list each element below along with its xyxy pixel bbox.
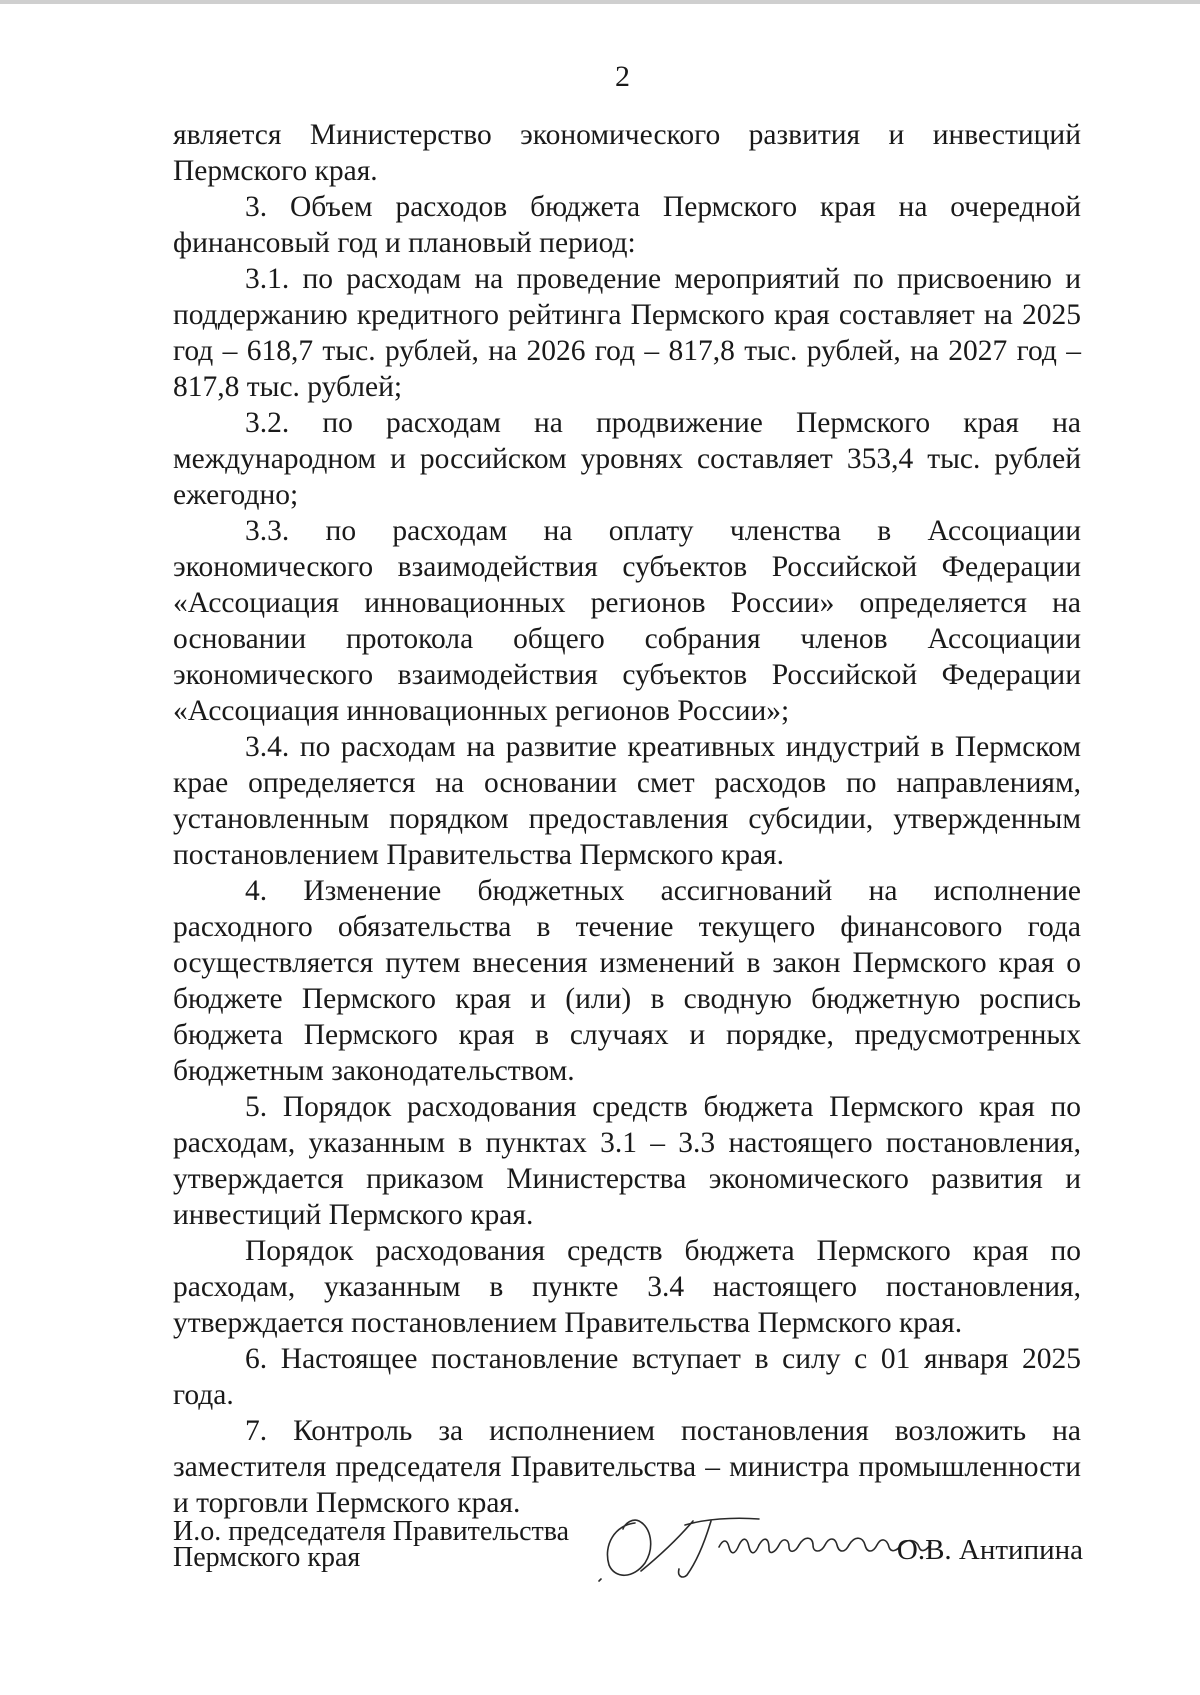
signatory-name: О.В. Антипина (896, 1534, 1083, 1566)
page-number: 2 (615, 60, 630, 93)
signatory-position-line1: И.о. председателя Правительства (173, 1516, 570, 1547)
paragraph-item-3-4: 3.4. по расходам на развитие креативных индустрий в Пермском крае определяется на основании смет расходов по направлениям, установленным порядком предоставления субсидии, утвержденным постановлением Правительства Пермского края. (173, 731, 1081, 871)
paragraph-item-5: 5. Порядок расходования средств бюджета Пермского края по расходам, указанным в пунктах 3.1 – 3.3 настоящего постановления, утверждается приказом Министерства экономического развития и инвестиций Пермского края. (173, 1091, 1081, 1231)
signatory-position-line2: Пермского края (173, 1542, 361, 1573)
paragraph-item-5-order: Порядок расходования средств бюджета Пермского края по расходам, указанным в пункте 3.4 настоящего постановления, утверждается постановлением Правительства Пермского края. (173, 1235, 1081, 1339)
signature-block (173, 1516, 1083, 1599)
paragraph-item-3-3: 3.3. по расходам на оплату членства в Ассоциации экономического взаимодействия субъектов Российской Федерации «Ассоциация инновационных регионов России» определяется на основании протокола общего собрания членов Ассоциации экономического взаимодействия субъектов Российской Федерации «Ассоциация инновационных регионов России»; (173, 515, 1081, 727)
paragraph-item-7: 7. Контроль за исполнением постановления возложить на заместителя председателя Правительства – министра промышленности и торговли Пермского края. (173, 1415, 1081, 1519)
signatory-position (173, 1516, 570, 1573)
paragraph-item-6: 6. Настоящее постановление вступает в силу с 01 января 2025 года. (173, 1343, 1081, 1411)
paragraph-item-3: 3. Объем расходов бюджета Пермского края на очередной финансовый год и плановый период: (173, 191, 1081, 259)
document-body (173, 117, 1081, 1521)
top-edge-line (0, 0, 1200, 4)
signature-strokes (599, 1518, 931, 1581)
paragraph-item-3-1: 3.1. по расходам на проведение мероприятий по присвоению и поддержанию кредитного рейтинга Пермского края составляет на 2025 год – 618,7 тыс. рублей, на 2026 год – 817,8 тыс. рублей, на 2027 год – 817,8 тыс. рублей; (173, 263, 1081, 403)
paragraph-item-3-2: 3.2. по расходам на продвижение Пермского края на международном и российском уровнях составляет 353,4 тыс. рублей ежегодно; (173, 407, 1081, 511)
paragraph-continuation: является Министерство экономического развития и инвестиций Пермского края. (173, 119, 1081, 187)
paragraph-item-4: 4. Изменение бюджетных ассигнований на исполнение расходного обязательства в течение текущего финансового года осуществляется путем внесения изменений в закон Пермского края о бюджете Пермского края и (или) в сводную бюджетную роспись бюджета Пермского края в случаях и порядке, предусмотренных бюджетным законодательством. (173, 875, 1081, 1087)
